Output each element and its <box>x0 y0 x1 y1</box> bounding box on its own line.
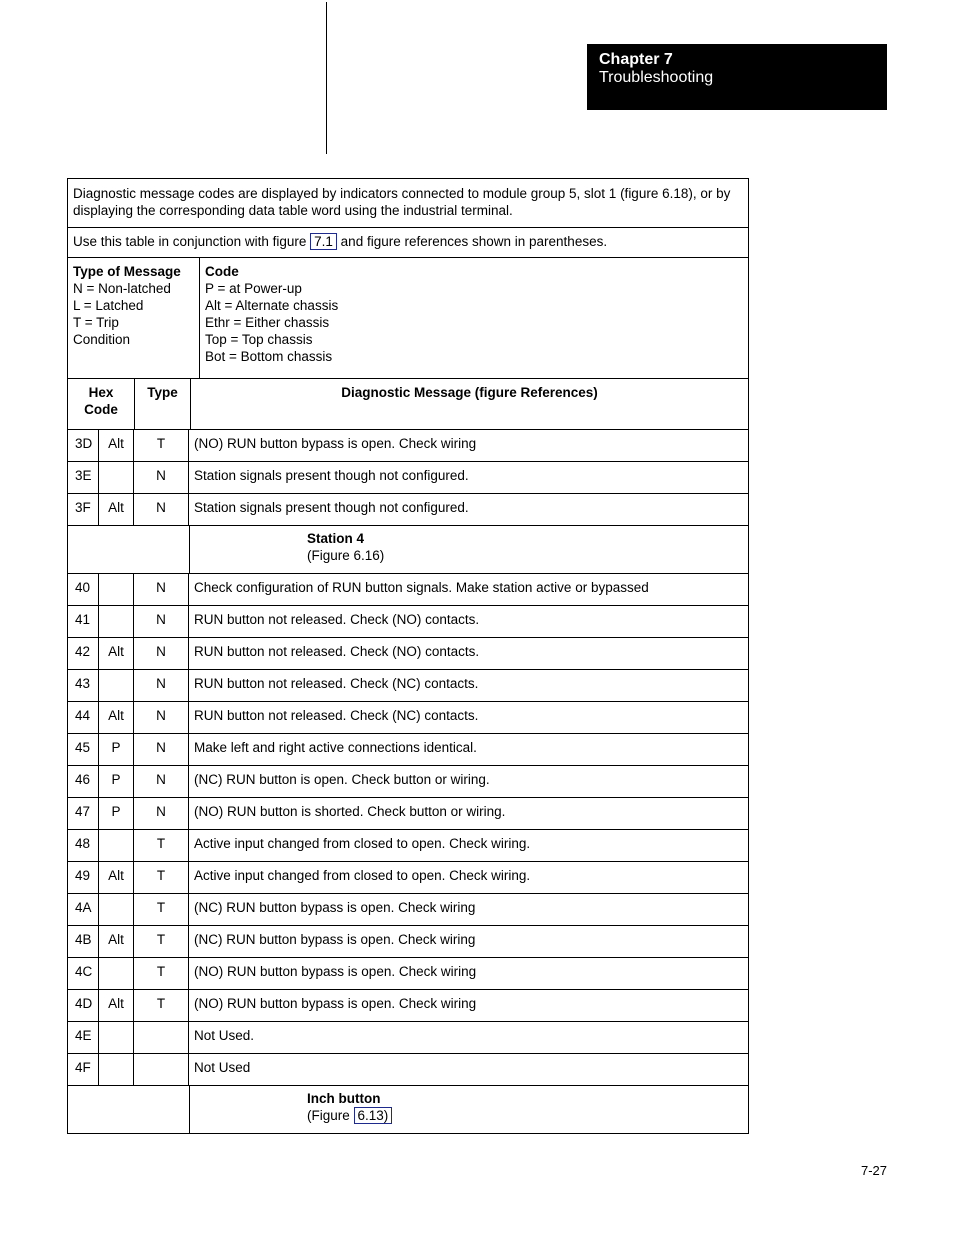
hex-code-header <box>68 379 135 429</box>
message-cell: (NC) RUN button bypass is open. Check wiring <box>194 900 476 915</box>
chapter-header <box>587 44 887 110</box>
table-row <box>68 669 748 701</box>
message-cell: Not Used. <box>194 1028 255 1043</box>
legend-row <box>68 257 748 378</box>
table-row <box>68 461 748 493</box>
message-cell: (NO) RUN button bypass is open. Check wiring <box>194 996 477 1011</box>
table-row <box>68 893 748 925</box>
hex-code-cell: 4F <box>68 1054 99 1085</box>
type-cell <box>134 1054 189 1085</box>
legend-item: Alt = Alternate chassis <box>205 298 339 313</box>
message-cell: Active input changed from closed to open. Check wiring. <box>194 868 531 883</box>
message-type-legend <box>68 258 200 378</box>
hex-code-cell: 42 <box>68 638 99 669</box>
section-reference: (Figure 6.16) <box>307 548 385 563</box>
code-legend <box>200 258 748 378</box>
hex-code-cell: 41 <box>68 606 99 637</box>
type-cell: T <box>134 958 189 989</box>
type-cell: N <box>134 638 189 669</box>
code-cell <box>99 670 134 701</box>
type-cell: T <box>134 990 189 1021</box>
table-row <box>68 637 748 669</box>
section-title: Station 4 <box>307 531 365 546</box>
type-cell: T <box>134 894 189 925</box>
legend-item: L = Latched <box>73 298 144 313</box>
hex-code-cell: 44 <box>68 702 99 733</box>
message-type-title: Type of Message <box>73 264 181 279</box>
usage-text-after: and figure references shown in parentheses. <box>336 234 608 249</box>
hex-code-cell: 3D <box>68 430 99 461</box>
usage-text <box>68 228 612 257</box>
code-cell <box>99 574 134 605</box>
type-cell: N <box>134 670 189 701</box>
rows-group-a <box>68 429 748 525</box>
table-row <box>68 829 748 861</box>
type-cell: N <box>134 574 189 605</box>
page-number: 7-27 <box>861 1163 888 1178</box>
message-cell: (NO) RUN button bypass is open. Check wiring <box>194 436 477 451</box>
table-row <box>68 701 748 733</box>
legend-item: P = at Power-up <box>205 281 302 296</box>
hex-code-cell: 40 <box>68 574 99 605</box>
message-cell: RUN button not released. Check (NO) contacts. <box>194 612 480 627</box>
code-cell <box>99 958 134 989</box>
table-row <box>68 493 748 525</box>
section-title-cell <box>190 1086 748 1133</box>
figure-6-13-link[interactable]: 6.13) <box>354 1107 393 1124</box>
code-cell: Alt <box>99 702 134 733</box>
hex-header-line: Hex <box>88 385 114 400</box>
rows-group-b <box>68 573 748 1085</box>
hex-code-cell: 3E <box>68 462 99 493</box>
usage-text-before: Use this table in conjunction with figure <box>73 234 311 249</box>
code-cell <box>99 1022 134 1053</box>
type-cell: T <box>134 430 189 461</box>
message-cell: Active input changed from closed to open. Check wiring. <box>194 836 531 851</box>
type-cell: N <box>134 766 189 797</box>
usage-row <box>68 227 748 257</box>
legend-item: T = Trip <box>73 315 119 330</box>
type-cell: N <box>134 798 189 829</box>
legend-item: Bot = Bottom chassis <box>205 349 333 364</box>
code-cell: P <box>99 734 134 765</box>
hex-code-cell: 3F <box>68 494 99 525</box>
table-row <box>68 605 748 637</box>
hex-code-cell: 48 <box>68 830 99 861</box>
message-cell: (NC) RUN button bypass is open. Check wiring <box>194 932 476 947</box>
table-row <box>68 925 748 957</box>
chapter-title: Troubleshooting <box>599 69 714 86</box>
code-cell <box>99 894 134 925</box>
section-inch-button <box>68 1085 748 1133</box>
type-cell <box>134 1022 189 1053</box>
code-cell: P <box>99 798 134 829</box>
code-cell: Alt <box>99 926 134 957</box>
message-cell: Check configuration of RUN button signals. Make station active or bypassed <box>194 580 649 595</box>
type-cell: N <box>134 734 189 765</box>
message-cell: Station signals present though not configured. <box>194 468 469 483</box>
section-spacer <box>68 1086 190 1133</box>
legend-item: Condition <box>73 332 131 347</box>
message-cell: (NC) RUN button is open. Check button or wiring. <box>194 772 490 787</box>
code-cell: Alt <box>99 430 134 461</box>
legend-item: Top = Top chassis <box>205 332 313 347</box>
intro-line-2: displaying the corresponding data table word using the industrial terminal. <box>73 203 513 218</box>
intro-line-1: Diagnostic message codes are displayed by indicators connected to module group 5, slot 1 (figure 6.18), or by <box>73 186 731 201</box>
table-row <box>68 861 748 893</box>
section-reference <box>307 1107 748 1124</box>
section-title-cell <box>190 526 748 573</box>
chapter-number: Chapter 7 <box>599 51 673 68</box>
message-header: Diagnostic Message (figure References) <box>341 385 598 400</box>
hex-code-cell: 4A <box>68 894 99 925</box>
margin-rule <box>326 2 327 154</box>
table-row <box>68 733 748 765</box>
hex-code-cell: 4B <box>68 926 99 957</box>
diagnostic-table <box>67 178 749 1134</box>
code-cell <box>99 830 134 861</box>
legend-item: Ethr = Either chassis <box>205 315 330 330</box>
section-spacer <box>68 526 190 573</box>
column-header-row <box>68 378 748 429</box>
hex-code-cell: 45 <box>68 734 99 765</box>
section-station-4 <box>68 525 748 573</box>
figure-7-1-link[interactable]: 7.1 <box>310 233 337 250</box>
type-cell: N <box>134 494 189 525</box>
legend-item: N = Non-latched <box>73 281 171 296</box>
code-cell <box>99 606 134 637</box>
type-cell: T <box>134 862 189 893</box>
type-cell: N <box>134 702 189 733</box>
type-header: Type <box>135 379 191 429</box>
message-cell: RUN button not released. Check (NO) contacts. <box>194 644 480 659</box>
message-cell: (NO) RUN button is shorted. Check button or wiring. <box>194 804 506 819</box>
message-cell: (NO) RUN button bypass is open. Check wiring <box>194 964 477 979</box>
hex-code-cell: 4D <box>68 990 99 1021</box>
message-cell: Make left and right active connections identical. <box>194 740 477 755</box>
code-cell <box>99 1054 134 1085</box>
table-row <box>68 1021 748 1053</box>
code-cell <box>99 462 134 493</box>
type-cell: T <box>134 926 189 957</box>
table-row <box>68 1053 748 1085</box>
type-cell: N <box>134 462 189 493</box>
code-header-line: Code <box>84 402 118 417</box>
hex-code-cell: 4C <box>68 958 99 989</box>
intro-text <box>68 179 735 227</box>
message-cell: RUN button not released. Check (NC) contacts. <box>194 708 479 723</box>
table-row <box>68 573 748 605</box>
hex-code-cell: 47 <box>68 798 99 829</box>
hex-code-cell: 4E <box>68 1022 99 1053</box>
code-cell: Alt <box>99 990 134 1021</box>
type-cell: N <box>134 606 189 637</box>
code-title: Code <box>205 264 239 279</box>
code-cell: Alt <box>99 638 134 669</box>
reference-prefix: (Figure <box>307 1108 354 1123</box>
hex-code-cell: 43 <box>68 670 99 701</box>
type-cell: T <box>134 830 189 861</box>
intro-row <box>68 179 748 227</box>
table-row <box>68 989 748 1021</box>
section-title: Inch button <box>307 1091 381 1106</box>
code-cell: Alt <box>99 494 134 525</box>
code-cell: P <box>99 766 134 797</box>
table-row <box>68 957 748 989</box>
message-cell: RUN button not released. Check (NC) contacts. <box>194 676 479 691</box>
message-cell: Not Used <box>194 1060 251 1075</box>
hex-code-cell: 46 <box>68 766 99 797</box>
message-cell: Station signals present though not configured. <box>194 500 469 515</box>
code-cell: Alt <box>99 862 134 893</box>
hex-code-cell: 49 <box>68 862 99 893</box>
table-row <box>68 797 748 829</box>
table-row <box>68 429 748 461</box>
table-row <box>68 765 748 797</box>
